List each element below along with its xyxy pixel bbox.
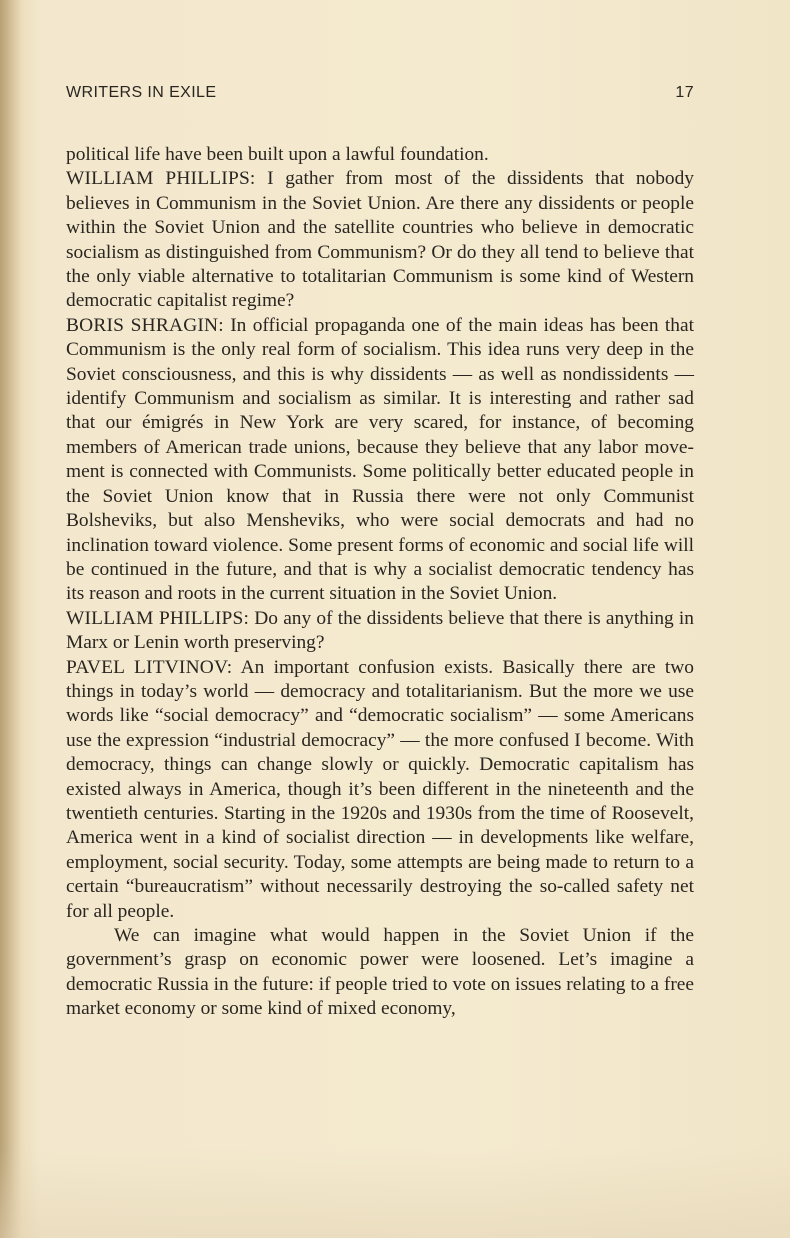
paragraph-continuation <box>66 143 694 167</box>
speaker-name: BORIS SHRAGIN: <box>66 314 224 336</box>
speaker-name: WILLIAM PHILLIPS: <box>66 607 250 629</box>
speaker-name: PAVEL LITVINOV: <box>66 656 233 678</box>
paragraph-text: An important confusion exists. Basically there are two things in today’s world — democracy and totalitarianism. But the more we use words like “social democracy” and “democratic socialism” — some Americans use the expression “industrial democracy” — the more confused I become. With democracy, things can change slowly or quickly. Democratic capitalism has existed always in America, though it’s been different in the nineteenth and the twentieth centuries. Starting in the 1920s and 1930s from the time of Roosevelt, America went in a kind of socialist direction — in developments like welfare, employment, social security. Today, some attempts are being made to return to a certain “bureaucratism” without necessarily destroying the so-called safety net for all people. <box>66 656 694 922</box>
page-bottom-shading <box>0 1148 790 1238</box>
paragraph-text: political life have been built upon a lawful foundation. <box>66 144 489 165</box>
paragraph-text: In official propaganda one of the main ideas has been that Communism is the only real form of socialism. This idea runs very deep in the Soviet consciousness, and this is why dissidents — as well as nondissidents — identify Communism and socialism as similar. It is interesting and rather sad that our émigrés in New York are very scared, for instance, of becoming members of American trade unions, because they believe that any labor movement is connected with Communists. Some politically better educated people in the Soviet Union know that in Russia there were not only Communist Bolsheviks, but also Mensheviks, who were social democrats and had no inclination toward violence. Some present forms of economic and social life will be continued in the future, and that is why a socialist democratic tendency has its reason and roots in the current situation in the Soviet Union. <box>66 314 694 605</box>
running-header <box>66 84 694 106</box>
paragraph-phillips-question <box>66 167 694 313</box>
paragraph-litvinov-answer <box>66 656 694 924</box>
running-title: WRITERS IN EXILE <box>66 84 217 101</box>
paragraph-text: I gather from most of the dissidents that nobody believes in Communism in the Soviet Union. Are there any dissidents or people within the Soviet Union and the satellite countries who believe in democratic socialism as distinguished from Communism? Or do they all tend to believe that the only viable alternative to totalitarian Communism is some kind of Western democratic capitalist regime? <box>66 168 694 312</box>
paragraph-text: Do any of the dissidents believe that there is anything in Marx or Lenin worth preserving? <box>66 607 695 654</box>
spine-shadow <box>0 0 22 1238</box>
speaker-name: WILLIAM PHILLIPS: <box>66 168 256 190</box>
paragraph-text: We can imagine what would happen in the Soviet Union if the government’s grasp on economic power were loosened. Let’s imagine a democratic Russia in the future: if people tried to vote on issues relating to a free market economy or some kind of mixed economy, <box>66 925 694 1020</box>
body-text <box>66 143 694 1022</box>
paragraph-shragin-answer <box>66 314 694 607</box>
paragraph-litvinov-continued <box>66 924 694 1022</box>
paragraph-phillips-followup <box>66 607 694 656</box>
page-number: 17 <box>675 84 694 101</box>
